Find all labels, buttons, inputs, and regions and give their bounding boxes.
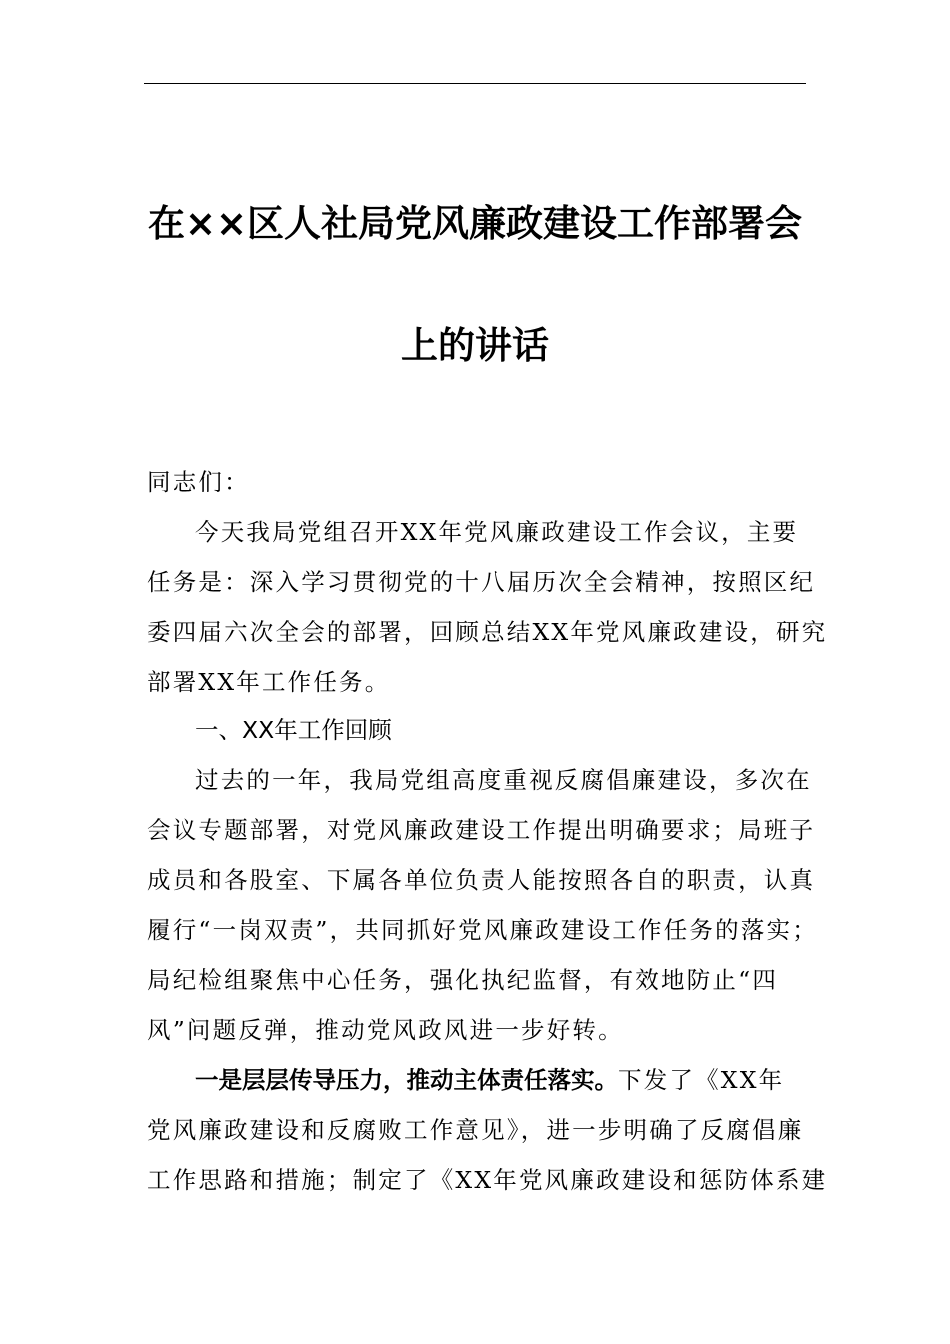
paragraph-line: 今天我局党组召开XX年党风廉政建设工作会议，主要 bbox=[195, 518, 799, 546]
header-rule bbox=[144, 83, 806, 84]
paragraph-line: 会议专题部署，对党风廉政建设工作提出明确要求；局班子 bbox=[147, 816, 816, 844]
paragraph-line: 党风廉政建设和反腐败工作意见》，进一步明确了反腐倡廉 bbox=[147, 1116, 804, 1144]
paragraph-line bbox=[195, 1055, 784, 1105]
point-lead-rest: 下发了《XX年 bbox=[618, 1066, 785, 1094]
paragraph-line: 过去的一年，我局党组高度重视反腐倡廉建设，多次在 bbox=[195, 766, 812, 794]
paragraph-line: 风”问题反弹，推动党风政风进一步好转。 bbox=[147, 1016, 624, 1044]
section-heading: 一、XX年工作回顾 bbox=[195, 716, 392, 744]
document-title-line-2: 上的讲话 bbox=[401, 324, 549, 367]
paragraph-line: 履行“一岗双责”，共同抓好党风廉政建设工作任务的落实； bbox=[147, 916, 818, 944]
paragraph-line: 任务是：深入学习贯彻党的十八届历次全会精神，按照区纪 bbox=[147, 568, 816, 596]
paragraph-line: 局纪检组聚焦中心任务，强化执纪监督，有效地防止“四 bbox=[147, 966, 779, 994]
salutation: 同志们： bbox=[147, 468, 250, 496]
document-title-line-1: 在××区人社局党风廉政建设工作部署会 bbox=[147, 202, 802, 245]
paragraph-line: 委四届六次全会的部署，回顾总结XX年党风廉政建设，研究 bbox=[147, 618, 828, 646]
point-lead-bold: 一是层层传导压力，推动主体责任落实。 bbox=[195, 1066, 618, 1094]
paragraph-line: 成员和各股室、下属各单位负责人能按照各自的职责，认真 bbox=[147, 866, 816, 894]
paragraph-line: 工作思路和措施；制定了《XX年党风廉政建设和惩防体系建 bbox=[147, 1166, 828, 1194]
paragraph-line: 部署XX年工作任务。 bbox=[147, 668, 391, 696]
